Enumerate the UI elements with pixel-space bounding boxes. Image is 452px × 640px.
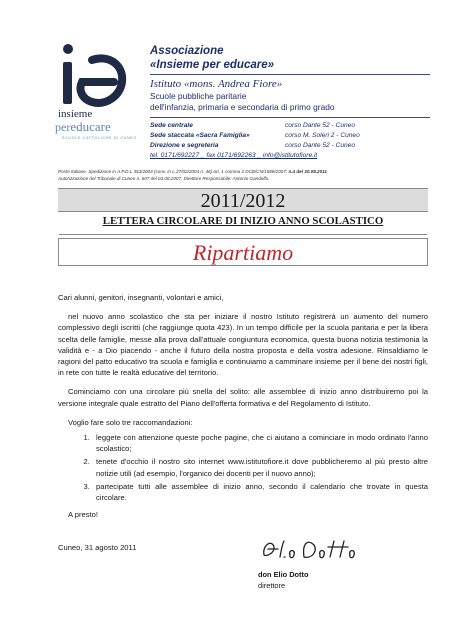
postal-line1 [58, 168, 428, 175]
postal-authorization [58, 168, 428, 182]
title-frame [58, 238, 428, 266]
signer-block [258, 570, 309, 591]
contacts-row [150, 151, 430, 161]
list-item: 1. leggete con attenzione queste poche pagine, che ci aiutano a cominciare in modo ordinato l'anno scolastico; [92, 432, 428, 454]
logo-mark-icon [52, 38, 130, 110]
circular-title: LETTERA CIRCOLARE DI INIZIO ANNO SCOLASTICO [102, 215, 384, 227]
logo-word-educare: educare [70, 119, 111, 134]
contacts: tel. 0171/692227 _ fax 0171/692263 _ info@istitutofiore.it [150, 152, 318, 159]
location-label: Direzione e segreteria [150, 142, 219, 149]
paragraph-1: nel nuovo anno scolastico che sta per iniziare il nostro Istituto registrerà un aumento del numero complessivo degli iscritti (che raggiunge quota 423). In un tempo difficile per la scuola paritaria e per la libera scelta delle famiglie, messe alla prova dall'attuale congiuntura economica, questa buona notizia testimonia la validità e - a Dio piacendo - anche il futuro della nostra proposta e della vostra adesione. Rinsaldiamo le ragioni del patto educativo tra scuola e famiglia e continuiamo a camminare insieme per il bene dei nostri figli, in rete con tutte le realtà educative del territorio. [58, 312, 428, 378]
logo-subtitle: SCUOLE CATTOLICHE DI CUNEO [62, 136, 137, 140]
paragraph-2: Cominciamo con una circolare più snella del solito: alle assemblee di inizio anno distribuiremo poi la versione integrale quale estratto del Piano dell'offerta formativa e del Regolamento di Istituto. [58, 387, 428, 408]
handwritten-signature [258, 533, 358, 565]
institute-desc-line1: Scuole pubbliche paritarie [150, 91, 247, 101]
association-line1: Associazione [150, 45, 224, 57]
postal-line1-text: Poste Italiane. Spedizione in A.P.D.L 353/2003 (conv. in L.27/02/2004 n. 46) art. 1 comma 2 DCB/CN/1588/2007; [58, 169, 289, 174]
letterhead [150, 44, 430, 161]
list-intro: Voglio fare solo tre raccomandazioni: [68, 417, 193, 427]
signer-role: direttore [258, 580, 286, 590]
logo-word-per-educare [55, 119, 111, 135]
signature-icon [258, 533, 358, 565]
institute-desc-line2: dell'infanzia, primaria e secondaria di primo grado [150, 102, 335, 112]
location-label: Sede centrale [150, 122, 193, 129]
locations-list [150, 121, 430, 161]
recommendations-list [92, 432, 428, 503]
issue-number: n.4 del 30.08.2011 [288, 169, 327, 174]
location-row [150, 141, 430, 151]
location-row [150, 131, 430, 141]
location-row [150, 121, 430, 131]
school-year: 2011/2012 [200, 190, 286, 212]
association-line2: «Insieme per educare» [150, 58, 430, 75]
letter-body [58, 292, 428, 557]
postal-line2: Autorizzazione del Tribunale di Cuneo n. 607 del 03.08.2007. Direttore Responsabile: Antonio Gandolfo. [58, 176, 270, 181]
location-address: corso Dante 52 - Cuneo [285, 122, 356, 129]
logo-word-per: per [55, 120, 71, 134]
greeting: Cari alunni, genitori, insegnanti, volontari e amici, [58, 293, 224, 302]
school-year-band [58, 188, 428, 212]
institute-description [150, 91, 430, 118]
signer-name: don Elio Dotto [258, 570, 309, 579]
location-address: corso Dante 52 - Cuneo [285, 142, 356, 149]
location-address: corso M. Soleri 2 - Cuneo [285, 132, 360, 139]
list-item: 3. partecipate tutti alle assemblee di inizio anno, secondo il calendario che trovate in questa circolare. [92, 481, 428, 503]
letter-date: Cuneo, 31 agosto 2011 [58, 543, 137, 553]
logo-word-insieme: insieme [58, 108, 93, 120]
list-item: 2. tenete d'occhio il nostro sito internet www.istitutofiore.it dove pubblicheremo al più presto altre notizie utili (ad esempio, l'organico dei docenti per il nuovo anno); [92, 456, 428, 478]
letter-title: Ripartiamo [192, 240, 294, 265]
institute-name: Istituto «mons. Andrea Fiore» [150, 78, 283, 90]
closing: A presto! [68, 510, 98, 520]
location-label: Sede staccata «Sacra Famiglia» [150, 132, 250, 139]
